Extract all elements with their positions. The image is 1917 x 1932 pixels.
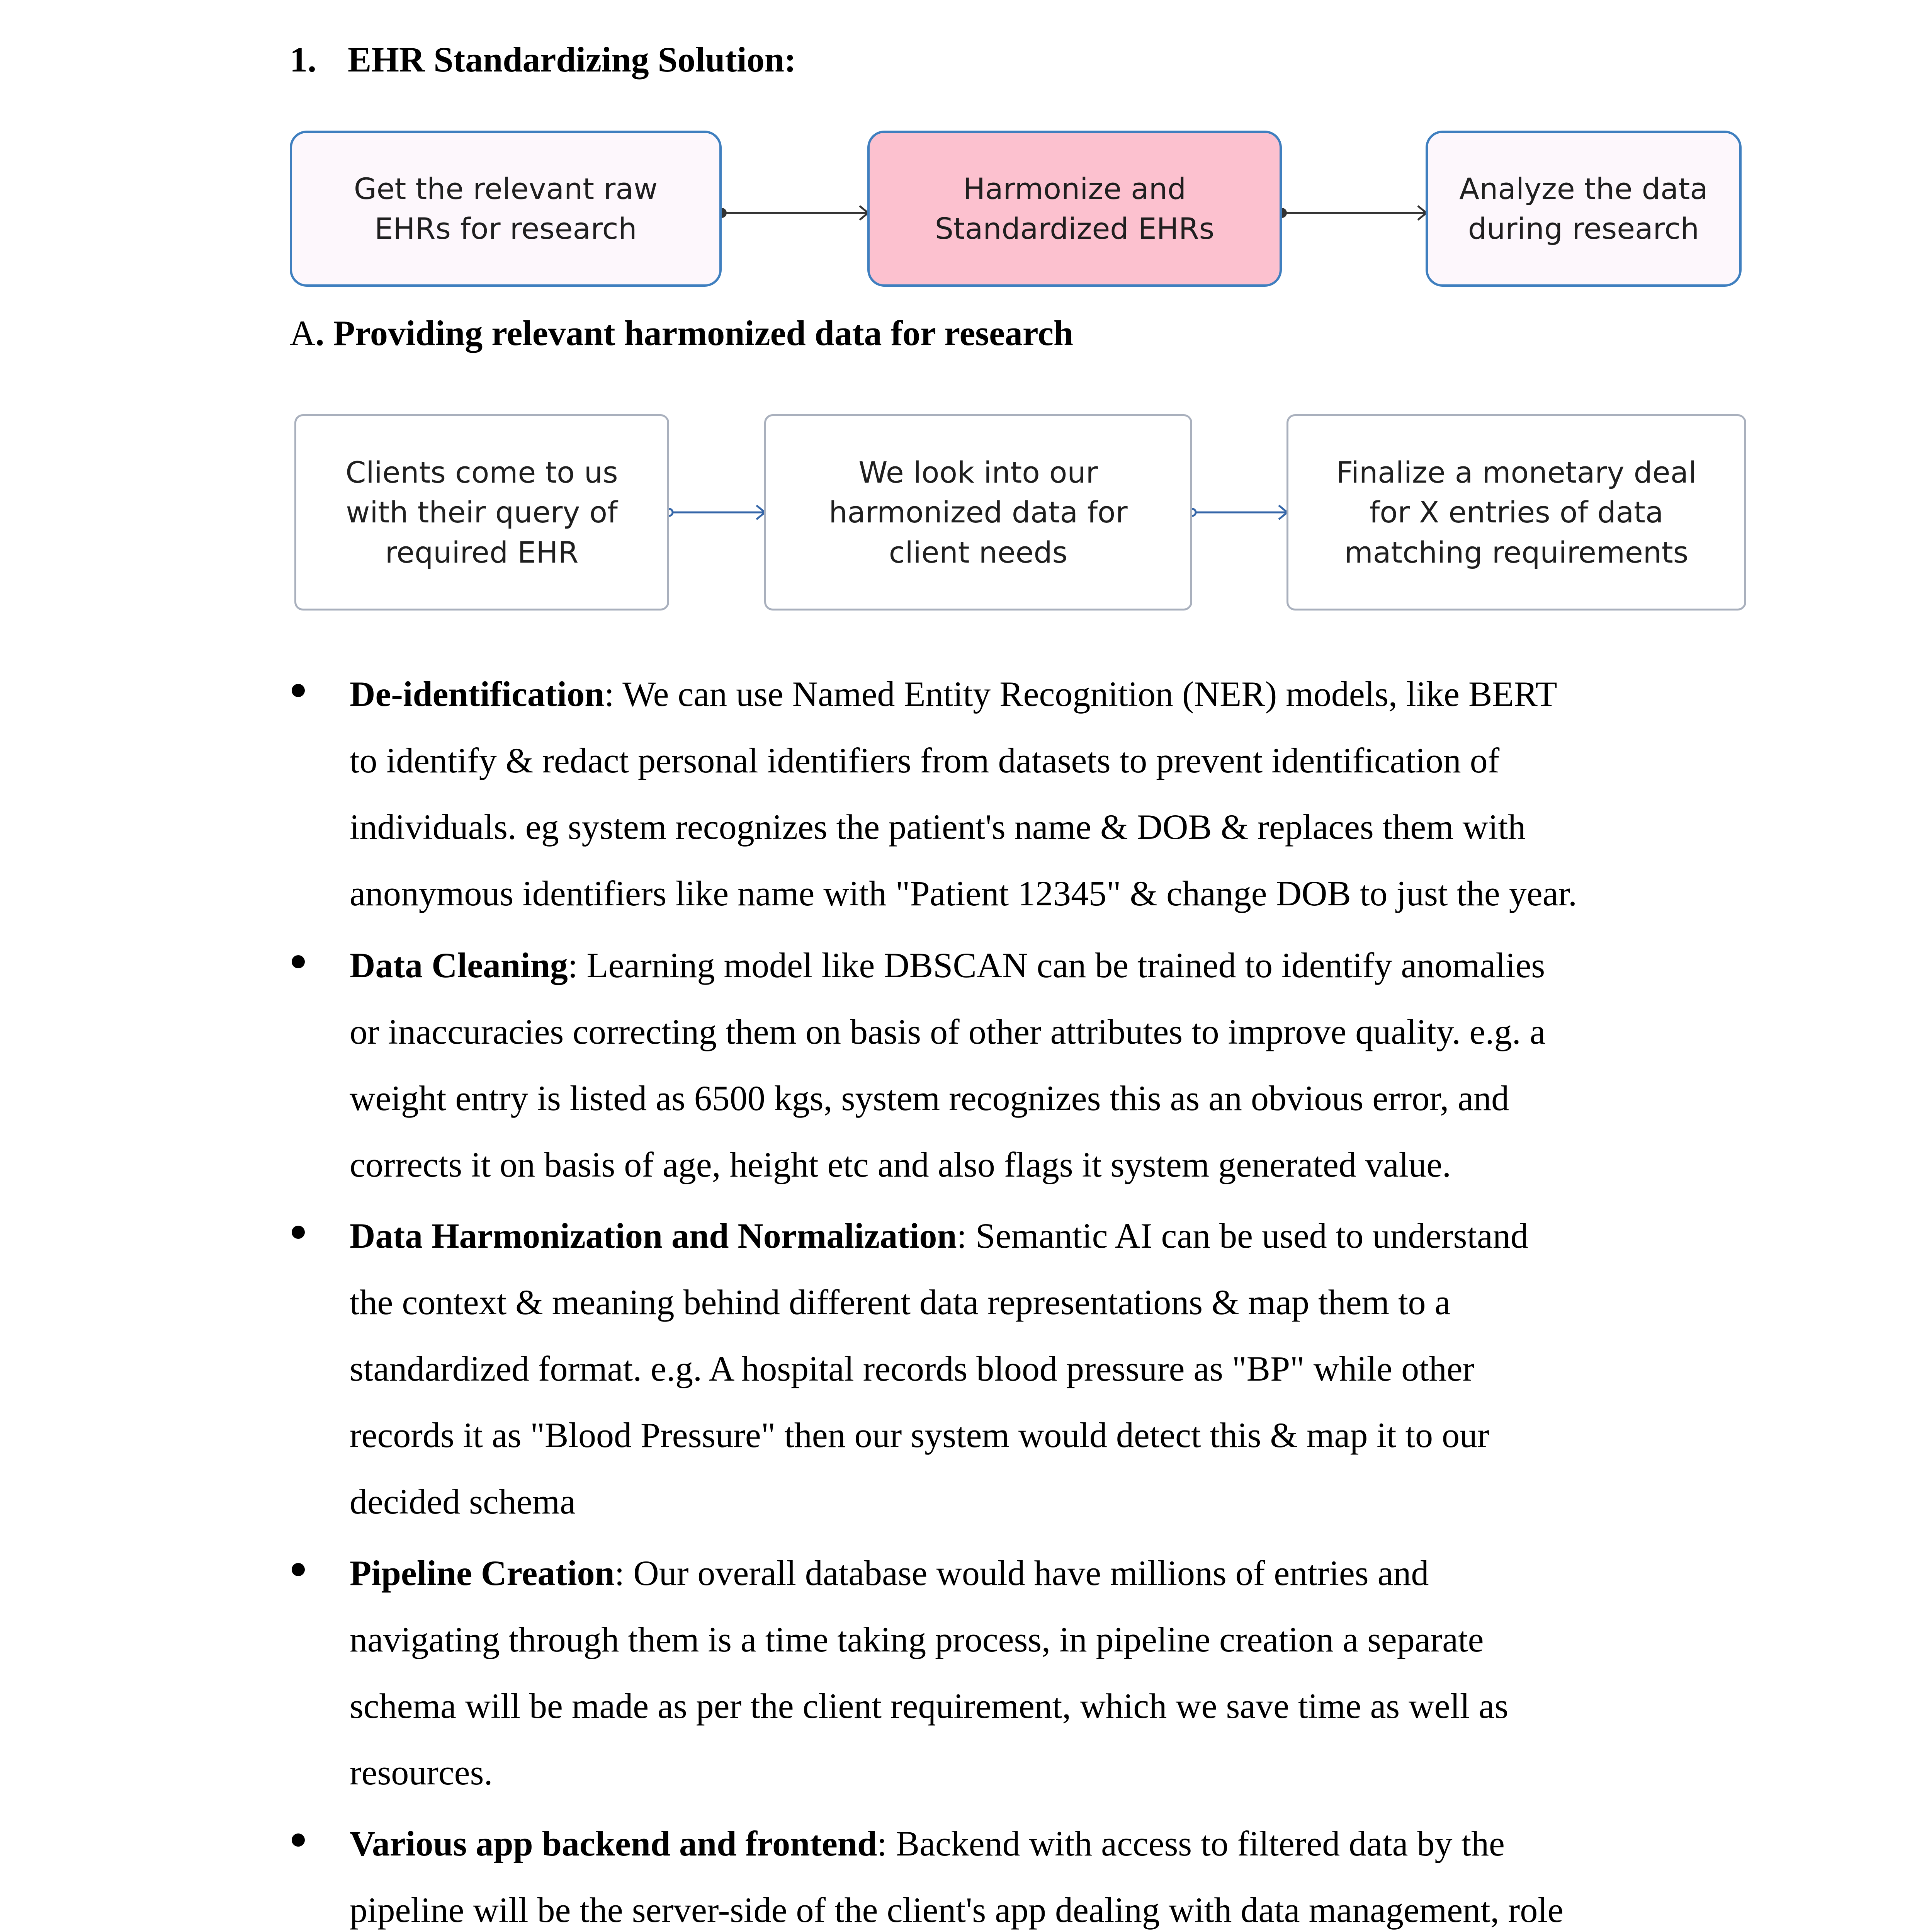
flow-box-clients-query: Clients come to us with their query of required EHR <box>294 414 669 611</box>
bullet-term: Data Cleaning <box>350 946 568 985</box>
bullet-app-backend-frontend: Various app backend and frontend: Backend with access to filtered data by the pipeline will be the server-side of the client's app dealing with data management, role <box>350 1810 1702 1932</box>
connector-1 <box>722 206 868 220</box>
flow-box-analyze: Analyze the data during research <box>1426 131 1742 287</box>
bullet-data-harmonization: Data Harmonization and Normalization: Semantic AI can be used to understand the context & meaning behind different data representations & map them to a standardized format. e.g. A hospital records blood pressure as "BP" while other records it as "Blood Pressure" then our system would detect this & map it to our decided schema <box>350 1202 1702 1535</box>
flow-box-get-raw-ehrs: Get the relevant raw EHRs for research <box>290 131 722 287</box>
section-1-title: EHR Standardizing Solution: <box>348 40 796 79</box>
bullet-term: De-identification <box>350 674 605 714</box>
connector-a2 <box>1189 505 1287 519</box>
bullet-dot <box>292 955 305 968</box>
flow-box-harmonize: Harmonize and Standardized EHRs <box>867 131 1282 287</box>
bullet-data-cleaning: Data Cleaning: Learning model like DBSCAN can be trained to identify anomalies or inaccuracies correcting them on basis of other attributes to improve quality. e.g. a weight entry is listed as 6500 kgs, system recognizes this as an obvious error, and corrects it on basis of age, height etc and also flags it system generated value. <box>350 932 1702 1198</box>
bullet-deidentification: De-identification: We can use Named Entity Recognition (NER) models, like BERT to identify & redact personal identifiers from datasets to prevent identification of individuals. eg system recognizes the patient's name & DOB & replaces them with anonymous identifiers like name with "Patient 12345" & change DOB to just the year. <box>350 661 1702 927</box>
section-1-number: 1. <box>290 40 316 79</box>
bullet-dot <box>292 1226 305 1239</box>
flow-box-finalize-deal: Finalize a monetary deal for X entries of data matching requirements <box>1286 414 1746 611</box>
bullet-term: Various app backend and frontend <box>350 1824 877 1863</box>
section-a-letter: A <box>290 313 316 353</box>
connector-2 <box>1282 206 1426 220</box>
bullet-term: Pipeline Creation <box>350 1553 615 1593</box>
connector-a1 <box>666 505 765 519</box>
flow-box-look-into-data: We look into our harmonized data for client needs <box>764 414 1192 611</box>
bullet-dot <box>292 1563 305 1576</box>
bullet-pipeline-creation: Pipeline Creation: Our overall database would have millions of entries and navigating through them is a time taking process, in pipeline creation a separate schema will be made as per the client requirement, which we save time as well as resources. <box>350 1540 1702 1806</box>
bullet-dot <box>292 684 305 697</box>
bullet-dot <box>292 1833 305 1847</box>
section-a-heading <box>290 315 1073 351</box>
section-a-title: . Providing relevant harmonized data for research <box>315 313 1074 353</box>
bullet-term: Data Harmonization and Normalization <box>350 1216 957 1255</box>
